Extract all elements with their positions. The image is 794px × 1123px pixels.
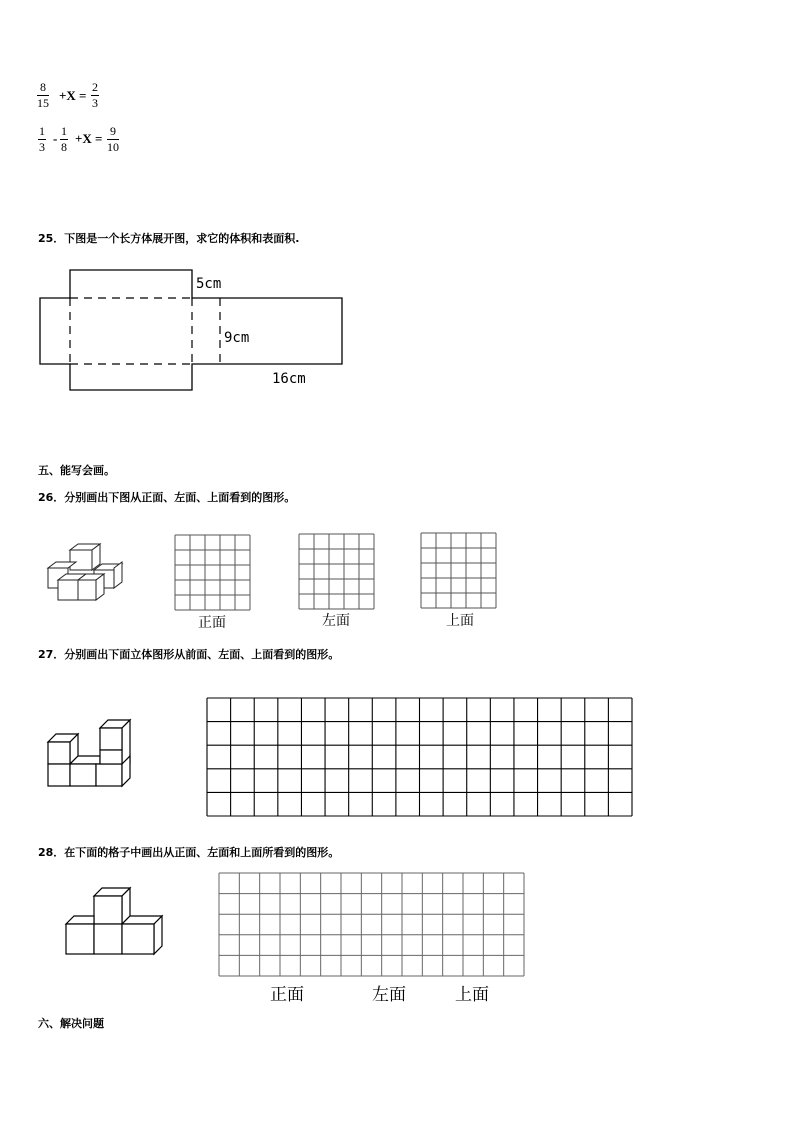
question-25-text: 25．下图是一个长方体展开图，求它的体积和表面积. <box>38 232 300 245</box>
fraction <box>107 124 119 155</box>
denominator: 3 <box>92 96 98 110</box>
question-27-text: 27．分别画出下面立体图形从前面、左面、上面看到的图形。 <box>38 648 340 661</box>
equals-sign: = <box>79 88 87 103</box>
equals-sign: = <box>95 131 103 146</box>
minus-sign: - <box>53 131 58 146</box>
caption-left: 左面 <box>372 985 406 1005</box>
label-16cm: 16cm <box>272 371 306 387</box>
grid-27 <box>206 697 634 818</box>
fraction <box>38 124 46 155</box>
grid-left-view-26 <box>298 533 376 611</box>
operator-plus-x: +X <box>59 88 76 103</box>
cube-stack-figure-27 <box>44 718 136 788</box>
fraction <box>60 124 68 155</box>
cube-stack-figure-26 <box>42 540 124 606</box>
cube-stack-figure-28 <box>62 886 166 958</box>
question-28-text: 28．在下面的格子中画出从正面、左面和上面所看到的图形。 <box>38 846 340 859</box>
caption-front: 正面 <box>198 615 226 631</box>
label-5cm: 5cm <box>196 276 222 292</box>
numerator: 1 <box>39 124 45 138</box>
caption-left: 左面 <box>322 613 350 629</box>
section-5-heading: 五、能写会画。 <box>38 464 115 477</box>
numerator: 8 <box>37 80 49 96</box>
numerator: 1 <box>61 124 67 138</box>
grid-28 <box>218 872 526 978</box>
numerator: 2 <box>92 80 98 94</box>
grid-front-view-26 <box>174 534 252 612</box>
caption-top: 上面 <box>455 985 489 1005</box>
grid-top-view-26 <box>420 532 498 610</box>
caption-top: 上面 <box>446 613 474 629</box>
label-9cm: 9cm <box>224 330 250 346</box>
question-26-text: 26．分别画出下图从正面、左面、上面看到的图形。 <box>38 491 296 504</box>
numerator: 9 <box>107 124 119 140</box>
operator-plus-x: +X <box>75 131 92 146</box>
cuboid-net-diagram <box>36 266 356 396</box>
fraction <box>91 80 99 111</box>
caption-front: 正面 <box>270 985 304 1005</box>
denominator: 8 <box>61 140 67 154</box>
denominator: 3 <box>39 140 45 154</box>
denominator: 10 <box>107 140 119 154</box>
denominator: 15 <box>37 96 49 110</box>
section-6-heading: 六、解决问题 <box>38 1017 104 1030</box>
fraction <box>37 80 49 111</box>
